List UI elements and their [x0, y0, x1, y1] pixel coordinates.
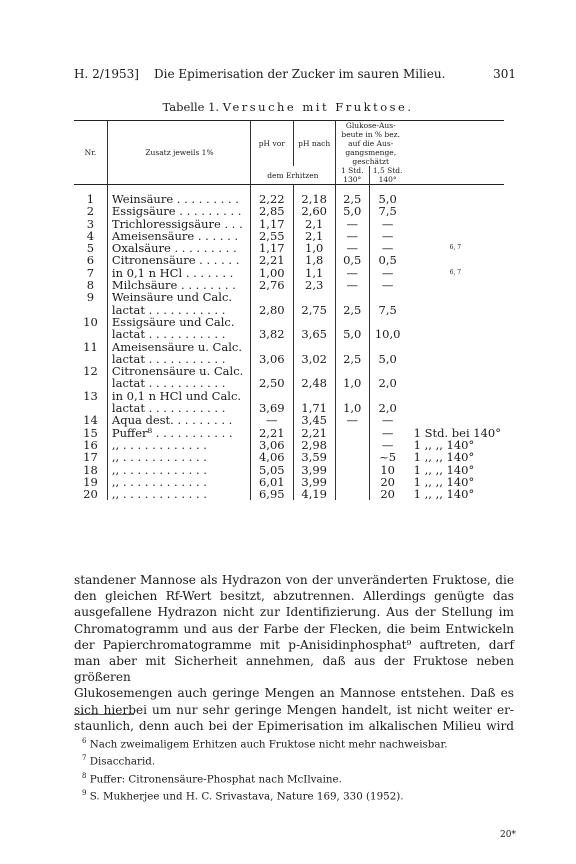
footnote-rule	[74, 714, 134, 715]
row-yield-2: 10	[369, 464, 405, 476]
paragraph-line: den gleichen Rf-Wert besitzt, abzutrennen. Allerdings genügte das	[74, 589, 514, 604]
footnote	[74, 751, 514, 768]
row-yield-1: —	[335, 279, 369, 291]
row-note: 1 ,, ,, 140°	[413, 437, 475, 452]
row-ph-vor: 6,01	[250, 476, 293, 488]
journal-reference: H. 2/1953]	[74, 67, 139, 81]
row-yield-2: —	[369, 218, 405, 230]
row-ph-vor: 2,50	[250, 377, 293, 389]
row-yield-1: 1,0	[335, 402, 369, 414]
row-ph-nach: 3,99	[293, 464, 335, 476]
row-ph-nach: 1,71	[293, 402, 335, 414]
row-yield-2: —	[369, 414, 405, 426]
row-number: 11	[83, 339, 98, 354]
row-number: 17	[83, 450, 98, 465]
row-note	[406, 304, 504, 316]
paragraph-line: staunlich, denn auch bei der Epimerisation im alkalischen Milieu wird	[74, 718, 514, 733]
row-zusatz: ,, . . . . . . . . . . . .	[107, 439, 250, 451]
row-number: 9	[86, 290, 95, 305]
row-zusatz: Weinsäure und Calc.	[107, 291, 250, 303]
table-row	[74, 464, 504, 476]
row-zusatz: Weinsäure . . . . . . . . .	[107, 185, 250, 206]
row-note	[406, 390, 504, 402]
row-yield-2	[369, 291, 405, 303]
table-row	[74, 451, 504, 463]
row-number: 6	[86, 253, 95, 268]
footnote-text: Nach zweimaligem Erhitzen auch Fruktose nicht mehr nachweisbar.	[89, 738, 448, 751]
row-yield-1	[335, 451, 369, 463]
row-yield-2: 5,0	[369, 353, 405, 365]
row-yield-2: 7,5	[369, 205, 405, 217]
row-yield-1: 1,0	[335, 377, 369, 389]
row-yield-2: —	[369, 242, 405, 254]
row-zusatz: Citronensäure . . . . . .	[107, 254, 250, 266]
row-yield-1: 2,5	[335, 304, 369, 316]
row-yield-2: 2,0	[369, 377, 405, 389]
table-row	[74, 414, 504, 426]
row-note	[406, 205, 504, 217]
row-note: 6, 7	[449, 268, 462, 276]
row-ph-vor: 2,80	[250, 304, 293, 316]
row-yield-2: 10,0	[369, 328, 405, 340]
paragraph-line: man aber mit Sicherheit annehmen, daß aus der Fruktose neben größeren	[74, 654, 514, 685]
row-note	[406, 365, 504, 377]
row-note	[406, 377, 504, 389]
row-ph-nach: 2,1	[293, 230, 335, 242]
col-header-std2	[369, 166, 405, 184]
row-yield-1: —	[335, 267, 369, 279]
row-zusatz: lactat . . . . . . . . . . .	[107, 402, 250, 414]
row-note	[406, 402, 504, 414]
row-ph-vor: 2,76	[250, 279, 293, 291]
table-body	[74, 185, 504, 501]
row-note	[406, 291, 504, 303]
row-zusatz: lactat . . . . . . . . . . .	[107, 353, 250, 365]
row-note: 1 ,, ,, 140°	[413, 487, 475, 502]
row-ph-nach: 2,48	[293, 377, 335, 389]
paragraph-line: sich hierbei um nur sehr geringe Mengen handelt, ist nicht weiter er-	[74, 702, 514, 717]
row-ph-nach: 1,0	[293, 242, 335, 254]
row-yield-1	[335, 464, 369, 476]
row-note: 1 ,, ,, 140°	[413, 474, 475, 489]
std1-label: 1 Std.	[340, 166, 364, 175]
row-note	[406, 316, 504, 328]
row-yield-2: —	[369, 267, 405, 279]
row-zusatz: ,, . . . . . . . . . . . .	[107, 476, 250, 488]
row-yield-2: 20	[369, 488, 405, 500]
row-ph-vor: 3,06	[250, 353, 293, 365]
row-number: 12	[83, 364, 98, 379]
row-number: 13	[83, 388, 98, 403]
footnote	[74, 786, 514, 803]
row-yield-1: 5,0	[335, 328, 369, 340]
row-note	[406, 230, 504, 242]
row-yield-1: 2,5	[335, 185, 369, 206]
col-header-dem-erhitzen: dem Erhitzen	[250, 166, 335, 184]
table-row	[74, 328, 504, 340]
table-caption	[0, 100, 576, 114]
row-yield-1	[335, 291, 369, 303]
row-ph-nach: 3,45	[293, 414, 335, 426]
row-yield-1: —	[335, 230, 369, 242]
body-paragraph	[74, 572, 514, 734]
row-ph-nach: 1,1	[293, 267, 335, 279]
row-zusatz: in 0,1 n HCl . . . . . . .	[107, 267, 250, 279]
row-zusatz: Aqua dest. . . . . . . . .	[107, 414, 250, 426]
row-ph-nach: 4,19	[293, 488, 335, 500]
row-zusatz: ,, . . . . . . . . . . . .	[107, 464, 250, 476]
row-ph-nach	[293, 291, 335, 303]
footnote-text: Puffer: Citronensäure-Phosphat nach McIlvaine.	[89, 773, 342, 786]
row-note	[406, 341, 504, 353]
row-note	[406, 353, 504, 365]
row-note	[406, 254, 504, 266]
row-ph-vor: 2,55	[250, 230, 293, 242]
row-ph-vor	[250, 291, 293, 303]
row-note	[406, 185, 504, 206]
page-number: 301	[493, 67, 516, 81]
row-ph-vor: 2,22	[250, 185, 293, 206]
table-row	[74, 377, 504, 389]
col-header-std1	[335, 166, 369, 184]
row-zusatz: Essigsäure . . . . . . . . .	[107, 205, 250, 217]
row-ph-vor: 5,05	[250, 464, 293, 476]
row-zusatz: Milchsäure . . . . . . . .	[107, 279, 250, 291]
row-ph-nach: 2,21	[293, 427, 335, 439]
footnote	[74, 769, 514, 786]
temp2-label: 140°	[378, 175, 397, 184]
paragraph-line: der Papierchromatogramme mit p-Anisidinphosphat⁹ auftreten, darf	[74, 637, 514, 652]
paragraph-line: Glukosemengen auch geringe Mengen an Mannose entstehen. Daß es	[74, 686, 514, 701]
row-yield-2: 7,5	[369, 304, 405, 316]
footnote	[74, 734, 514, 751]
row-note	[406, 328, 504, 340]
row-ph-nach: 3,02	[293, 353, 335, 365]
row-zusatz: Trichloressigsäure . . .	[107, 218, 250, 230]
col-header-zusatz: Zusatz jeweils 1%	[107, 121, 250, 184]
row-yield-1: 2,5	[335, 353, 369, 365]
row-ph-nach: 2,75	[293, 304, 335, 316]
row-ph-vor: 3,06	[250, 439, 293, 451]
col-header-ph-vor: pH vor	[250, 121, 293, 166]
row-ph-vor: 1,00	[250, 267, 293, 279]
row-ph-vor: 2,85	[250, 205, 293, 217]
row-ph-vor	[250, 341, 293, 353]
row-number: 4	[86, 228, 95, 243]
row-number: 7	[86, 265, 95, 280]
std2-label: 1,5 Std.	[372, 166, 403, 175]
row-yield-2: 2,0	[369, 402, 405, 414]
row-yield-1	[335, 488, 369, 500]
row-yield-1	[335, 341, 369, 353]
row-number: 16	[83, 437, 98, 452]
row-ph-vor: 3,69	[250, 402, 293, 414]
table-caption-title: Versuche mit Fruktose.	[222, 100, 414, 114]
row-ph-vor: 1,17	[250, 218, 293, 230]
row-zusatz: in 0,1 n HCl und Calc.	[107, 390, 250, 402]
row-number: 5	[86, 241, 95, 256]
row-note	[406, 218, 504, 230]
table-row	[74, 341, 504, 353]
row-yield-1	[335, 476, 369, 488]
row-zusatz: ,, . . . . . . . . . . . .	[107, 451, 250, 463]
row-yield-2	[369, 341, 405, 353]
row-number: 14	[83, 413, 98, 428]
row-yield-1: —	[335, 414, 369, 426]
row-note: 1 ,, ,, 140°	[413, 462, 475, 477]
row-yield-2: ~5	[369, 451, 405, 463]
paragraph-text	[74, 572, 514, 734]
footnote-number: 7	[82, 754, 87, 763]
row-number: 20	[83, 487, 98, 502]
row-zusatz: Ameisensäure u. Calc.	[107, 341, 250, 353]
table-row	[74, 185, 504, 206]
row-note	[406, 414, 504, 426]
row-number: 2	[86, 204, 95, 219]
row-yield-1	[335, 427, 369, 439]
row-zusatz: Citronensäure u. Calc.	[107, 365, 250, 377]
table-row	[74, 291, 504, 303]
row-number: 1	[86, 192, 95, 206]
row-number	[74, 328, 107, 340]
row-zusatz: Essigsäure und Calc.	[107, 316, 250, 328]
row-zusatz: Oxalsäure . . . . . . . . .	[107, 242, 250, 254]
row-ph-vor: 4,06	[250, 451, 293, 463]
row-number: 19	[83, 474, 98, 489]
row-yield-1: 0,5	[335, 254, 369, 266]
row-yield-2: —	[369, 230, 405, 242]
row-yield-2: —	[369, 427, 405, 439]
row-zusatz: lactat . . . . . . . . . . .	[107, 304, 250, 316]
footnote-number: 8	[82, 771, 87, 780]
row-zusatz: ,, . . . . . . . . . . . .	[107, 488, 250, 500]
row-ph-vor: —	[250, 414, 293, 426]
row-note: 6, 7	[449, 244, 462, 252]
row-ph-nach: 2,98	[293, 439, 335, 451]
row-yield-2: —	[369, 279, 405, 291]
row-ph-nach: 1,8	[293, 254, 335, 266]
row-ph-vor: 1,17	[250, 242, 293, 254]
row-zusatz: Puffer⁸ . . . . . . . . . . .	[107, 427, 250, 439]
row-number: 18	[83, 462, 98, 477]
row-ph-nach: 2,1	[293, 218, 335, 230]
row-number: 3	[86, 216, 95, 231]
row-number: 15	[83, 425, 98, 440]
row-zusatz: Ameisensäure . . . . . .	[107, 230, 250, 242]
col-header-nr: Nr.	[84, 148, 97, 157]
row-number	[74, 377, 107, 389]
table-caption-label: Tabelle 1.	[162, 100, 220, 114]
row-note	[406, 279, 504, 291]
col-header-glukose: Glukose-Aus-beute in % bez. auf die Aus-gangsmenge, geschätzt	[335, 121, 405, 166]
row-zusatz: lactat . . . . . . . . . . .	[107, 377, 250, 389]
row-ph-vor: 2,21	[250, 427, 293, 439]
row-yield-1	[335, 439, 369, 451]
table-row	[74, 205, 504, 217]
row-yield-1: —	[335, 242, 369, 254]
col-header-ph-nach: pH nach	[293, 121, 335, 166]
row-note: 1 ,, ,, 140°	[413, 450, 475, 465]
row-ph-vor: 3,82	[250, 328, 293, 340]
row-yield-1: 5,0	[335, 205, 369, 217]
row-ph-vor: 2,21	[250, 254, 293, 266]
footnote-text: Disaccharid.	[89, 755, 156, 768]
paragraph-line: ausgefallene Hydrazon nicht zur Identifizierung. Aus der Stellung im	[74, 605, 514, 620]
temp1-label: 130°	[343, 175, 362, 184]
row-ph-nach: 2,18	[293, 185, 335, 206]
row-yield-2: 5,0	[369, 185, 405, 206]
footnotes	[74, 734, 514, 804]
row-ph-vor: 6,95	[250, 488, 293, 500]
row-zusatz: lactat . . . . . . . . . . .	[107, 328, 250, 340]
row-note: 1 Std. bei 140°	[413, 425, 501, 440]
footnote-number: 9	[82, 789, 87, 798]
signature-mark: 20*	[500, 830, 516, 840]
footnote-text: S. Mukherjee und H. C. Srivastava, Nature 169, 330 (1952).	[89, 790, 404, 803]
paragraph-line: Chromatogramm und aus der Farbe der Flecken, die beim Entwickeln	[74, 621, 514, 636]
running-title: Die Epimerisation der Zucker im sauren Milieu.	[154, 67, 446, 81]
footnote-number: 6	[82, 737, 87, 745]
row-yield-2: 20	[369, 476, 405, 488]
row-ph-nach: 3,65	[293, 328, 335, 340]
row-yield-1: —	[335, 218, 369, 230]
row-number: 8	[86, 278, 95, 293]
table-row	[74, 254, 504, 266]
results-table	[74, 120, 504, 500]
paragraph-line: standener Mannose als Hydrazon von der unveränderten Fruktose, die	[74, 573, 514, 587]
row-number: 10	[83, 314, 98, 329]
row-ph-nach: 3,99	[293, 476, 335, 488]
row-yield-2: —	[369, 439, 405, 451]
table-row	[74, 488, 504, 500]
row-ph-nach: 2,60	[293, 205, 335, 217]
row-ph-nach	[293, 341, 335, 353]
row-yield-2: 0,5	[369, 254, 405, 266]
row-ph-nach: 3,59	[293, 451, 335, 463]
row-ph-nach: 2,3	[293, 279, 335, 291]
